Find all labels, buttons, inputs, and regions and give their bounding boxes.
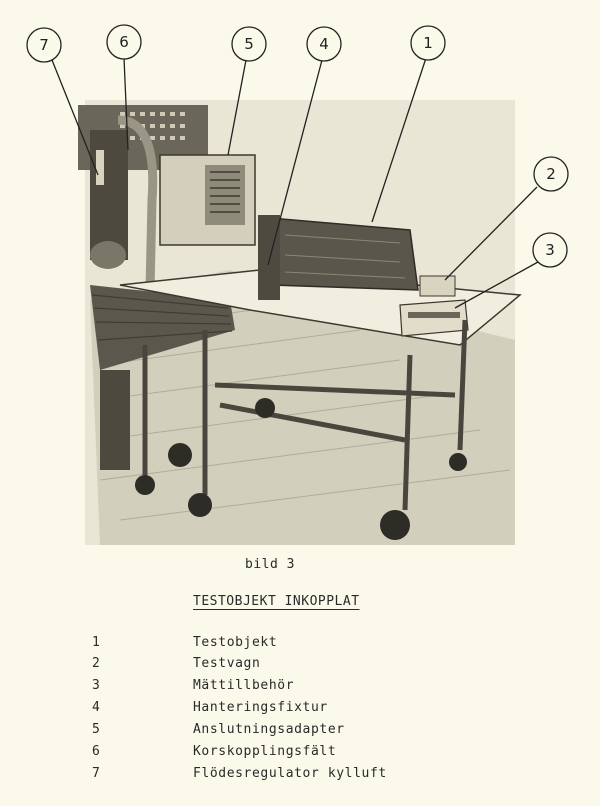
callout-3 [533,233,567,267]
svg-text:1: 1 [423,34,433,52]
figure-heading: TESTOBJEKT INKOPPLAT [193,594,360,609]
callout-7 [27,28,61,62]
legend-number: 5 [92,722,101,737]
callout-2 [534,157,568,191]
left-bench-side [100,370,130,470]
legend-number: 6 [92,744,101,759]
legend-label: Testobjekt [193,635,278,650]
legend-label: Flödesregulator kylluft [193,766,387,781]
adapter-vent [205,165,245,225]
legend-item [0,678,600,698]
cart-connector [420,276,455,296]
legend-number: 4 [92,700,101,715]
handling-fixture [258,215,280,300]
legend-item [0,744,600,764]
legend-item [0,766,600,786]
legend-label: Anslutningsadapter [193,722,345,737]
svg-text:5: 5 [244,35,254,53]
svg-text:6: 6 [119,33,129,51]
legend-item [0,635,600,655]
svg-text:3: 3 [545,241,555,259]
figure-caption: bild 3 [245,557,295,572]
regulator-base [90,241,126,269]
legend-label: Korskopplingsfält [193,744,337,759]
legend-number: 1 [92,635,101,650]
legend-label: Mättillbehör [193,678,295,693]
callout-5 [232,27,266,61]
legend-item [0,722,600,742]
svg-text:4: 4 [319,35,329,53]
legend-number: 3 [92,678,101,693]
svg-text:7: 7 [39,36,49,54]
legend-label: Testvagn [193,656,261,671]
legend-item [0,656,600,676]
callout-6 [107,25,141,59]
regulator-gauge [96,150,104,185]
legend-number: 2 [92,656,101,671]
callout-4 [307,27,341,61]
legend-number: 7 [92,766,101,781]
legend-label: Hanteringsfixtur [193,700,328,715]
accessory-keys [408,312,460,318]
test-object [270,218,418,290]
callout-1 [411,26,445,60]
svg-text:2: 2 [546,165,556,183]
flow-regulator [90,130,128,260]
legend-item [0,700,600,720]
